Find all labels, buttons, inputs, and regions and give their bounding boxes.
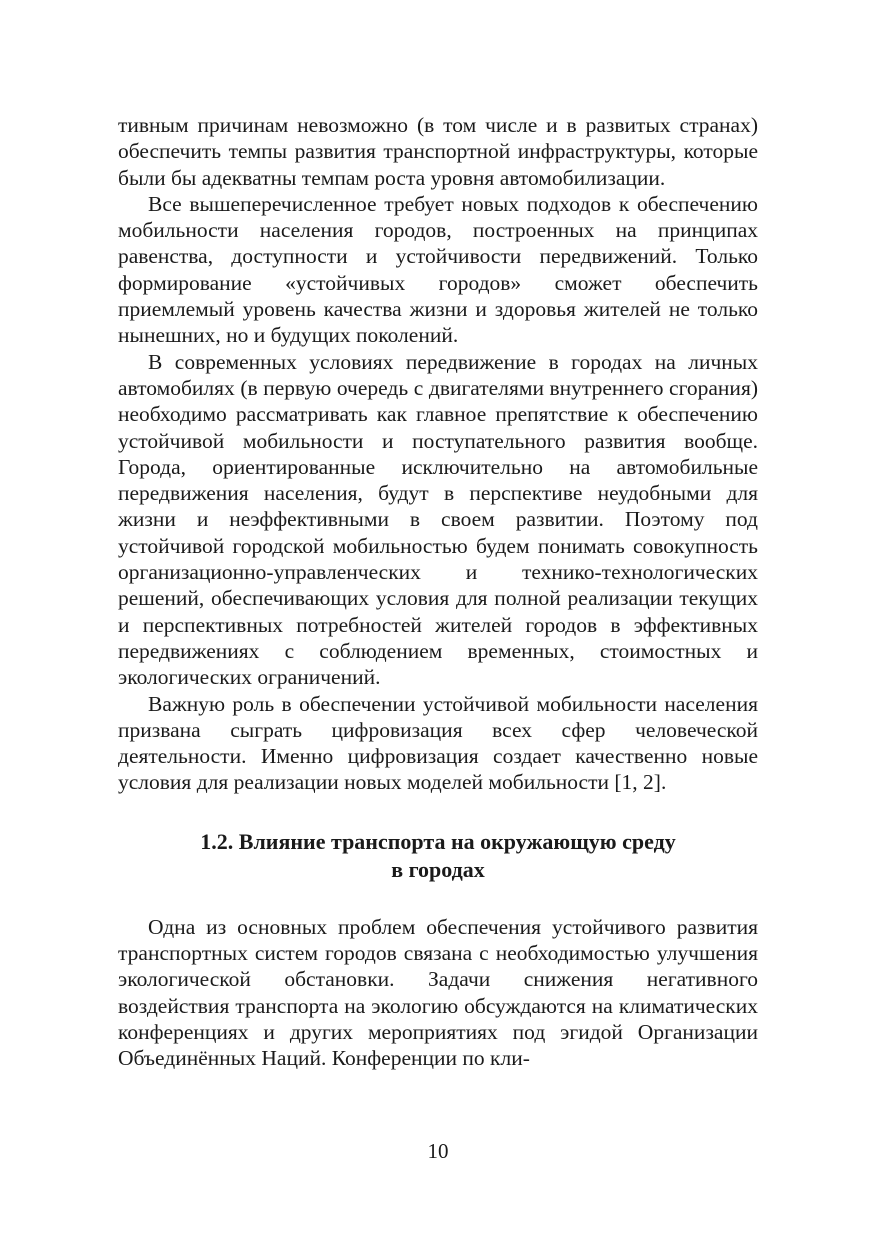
section-heading-line-2: в городах: [391, 856, 485, 882]
paragraph-2: Все вышеперечисленное требует новых подходов к обеспечению мобильности населения городов, построенных на принципах равенства, доступности и устойчивости передвижений. Только формирование «устойчивых городов» сможет обеспечить приемлемый уровень качества жизни и здоровья жителей не только нынешних, но и будущих поколений.: [118, 191, 758, 348]
page-number: 10: [427, 1139, 449, 1163]
paragraph-4: Важную роль в обеспечении устойчивой мобильности населения призвана сыграть цифровизация всех сфер человеческой деятельности. Именно цифровизация создает качественно новые условия для реализации новых моделей мобильности [1, 2].: [118, 691, 758, 795]
section-heading-line-1: 1.2. Влияние транспорта на окружающую среду: [200, 828, 676, 854]
page-body: [118, 112, 758, 1072]
paragraph-1: тивным причинам невозможно (в том числе и в развитых странах) обеспечить темпы развития транспортной инфраструктуры, которые были бы адекватны темпам роста уровня автомобилизации.: [118, 113, 758, 190]
paragraph-5: Одна из основных проблем обеспечения устойчивого развития транспортных систем городов связана с необходимостью улучшения экологической обстановки. Задачи снижения негативного воздействия транспорта на экологию обсуждаются на климатических конференциях и других мероприятиях под эгидой Организации Объединённых Наций. Конференции по кли-: [118, 914, 758, 1071]
section-heading: [118, 828, 758, 884]
paragraph-3: В современных условиях передвижение в городах на личных автомобилях (в первую очередь с двигателями внутреннего сгорания) необходимо рассматривать как главное препятствие к обеспечению устойчивой мобильности и поступательного развития вообще. Города, ориентированные исключительно на автомобильные передвижения населения, будут в перспективе неудобными для жизни и неэффективными в своем развитии. Поэтому под устойчивой городской мобильностью будем понимать совокупность организационно-управленческих и технико-технологических решений, обеспечивающих условия для полной реализации текущих и перспективных потребностей жителей городов в эффективных передвижениях с соблюдением временных, стоимостных и экологических ограничений.: [118, 349, 758, 690]
